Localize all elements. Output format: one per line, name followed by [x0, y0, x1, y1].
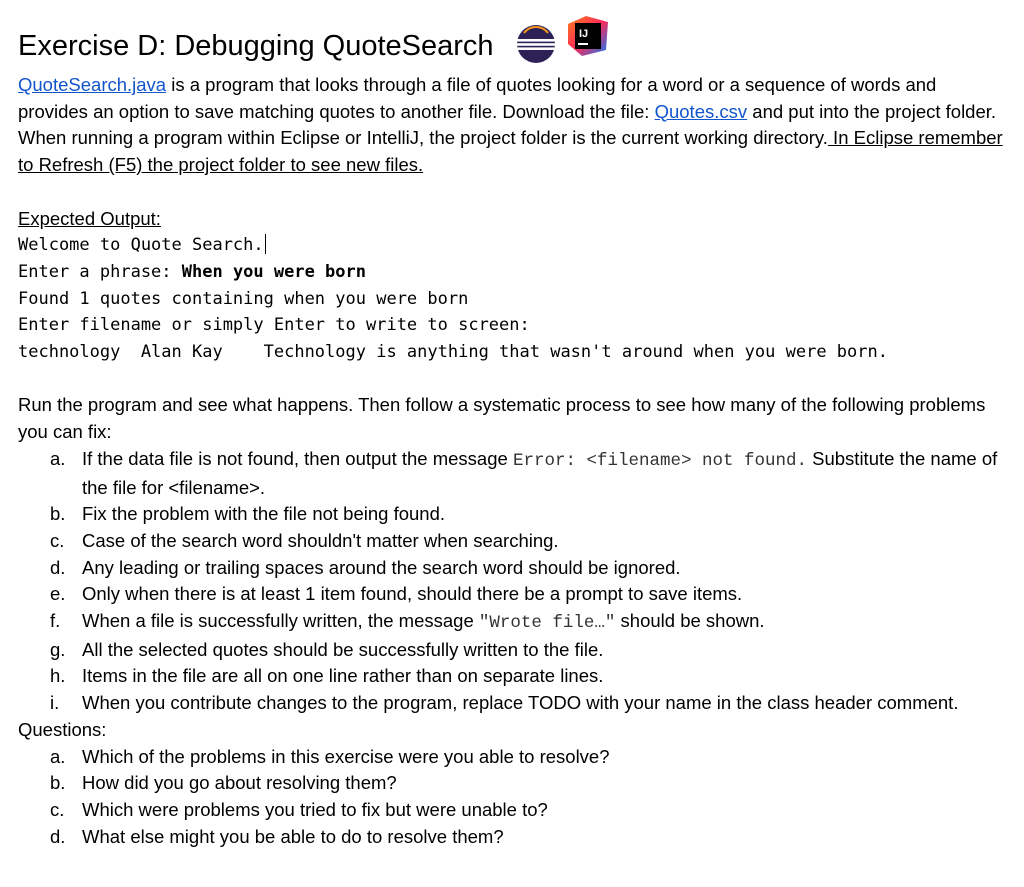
questions-list: [18, 744, 1008, 851]
spacer: [18, 366, 1008, 393]
intro-text-2: and put into the project folder. When running a program within Eclipse or IntelliJ, the project folder is the current working directory.: [18, 100, 997, 149]
user-input-phrase: When you were born: [181, 261, 366, 282]
quotes-csv-link[interactable]: Quotes.csv: [654, 100, 748, 122]
intro-paragraph: [18, 72, 1008, 179]
output-line-4: Enter filename or simply Enter to write to screen:: [18, 315, 530, 336]
problem-item: e. Only when there is at least 1 item found, should there be a prompt to save items.: [50, 583, 743, 605]
problem-item: b. Fix the problem with the file not being found.: [50, 503, 446, 525]
output-line-3: Found 1 quotes containing when you were born: [18, 288, 469, 309]
run-instructions: Run the program and see what happens. Then follow a systematic process to see how many of the following problems you can fix:: [18, 394, 986, 443]
ide-icons: [516, 14, 610, 64]
wrote-file-code: "Wrote file…": [478, 613, 616, 634]
problem-item: d. Any leading or trailing spaces around the search word should be ignored.: [50, 556, 681, 578]
problem-item: c. Case of the search word shouldn't matter when searching.: [50, 529, 559, 551]
question-item: b. How did you go about resolving them?: [50, 772, 397, 794]
svg-text:IJ: IJ: [578, 28, 588, 40]
output-line-5: technology Alan Kay Technology is anything that wasn't around when you were born.: [18, 342, 888, 363]
refresh-note: In Eclipse remember to Refresh (F5) the project folder to see new files.: [18, 127, 1003, 176]
problem-item: a. If the data file is not found, then output the message Error: <filename> not found. Substitute the name of the file for <filename>.: [50, 447, 998, 498]
questions-heading: Questions:: [18, 718, 107, 740]
page-title: Exercise D: Debugging QuoteSearch: [18, 30, 494, 62]
question-item: a. Which of the problems in this exercise were you able to resolve?: [50, 745, 610, 767]
spacer: [18, 179, 1008, 206]
output-line-2: Enter a phrase: When you were born: [18, 261, 366, 282]
output-line-1: Welcome to Quote Search.: [18, 235, 264, 256]
expected-output-block: [18, 232, 1008, 366]
question-item: d. What else might you be able to do to resolve them?: [50, 825, 504, 847]
problems-list: [18, 446, 1008, 717]
problem-item: g. All the selected quotes should be successfully written to the file.: [50, 638, 604, 660]
problem-item: i. When you contribute changes to the program, replace TODO with your name in the class header comment.: [50, 692, 959, 714]
intro-text-1: is a program that looks through a file of quotes looking for a word or a sequence of words and provides an option to save matching quotes to another file. Download the file:: [18, 74, 937, 122]
intellij-logo-icon: [566, 14, 610, 58]
text-caret: [265, 234, 266, 254]
expected-output-heading: Expected Output:: [18, 207, 161, 229]
quotesearch-java-link[interactable]: QuoteSearch.java: [18, 74, 167, 95]
title-row: [18, 14, 1008, 64]
error-message-code: Error: <filename> not found.: [512, 450, 807, 471]
problem-item: h. Items in the file are all on one line rather than on separate lines.: [50, 665, 604, 687]
eclipse-logo-icon: [516, 24, 556, 64]
problem-item: f. When a file is successfully written, the message "Wrote file…" should be shown.: [50, 610, 765, 634]
document-page: [18, 14, 1008, 850]
question-item: c. Which were problems you tried to fix but were unable to?: [50, 798, 548, 820]
